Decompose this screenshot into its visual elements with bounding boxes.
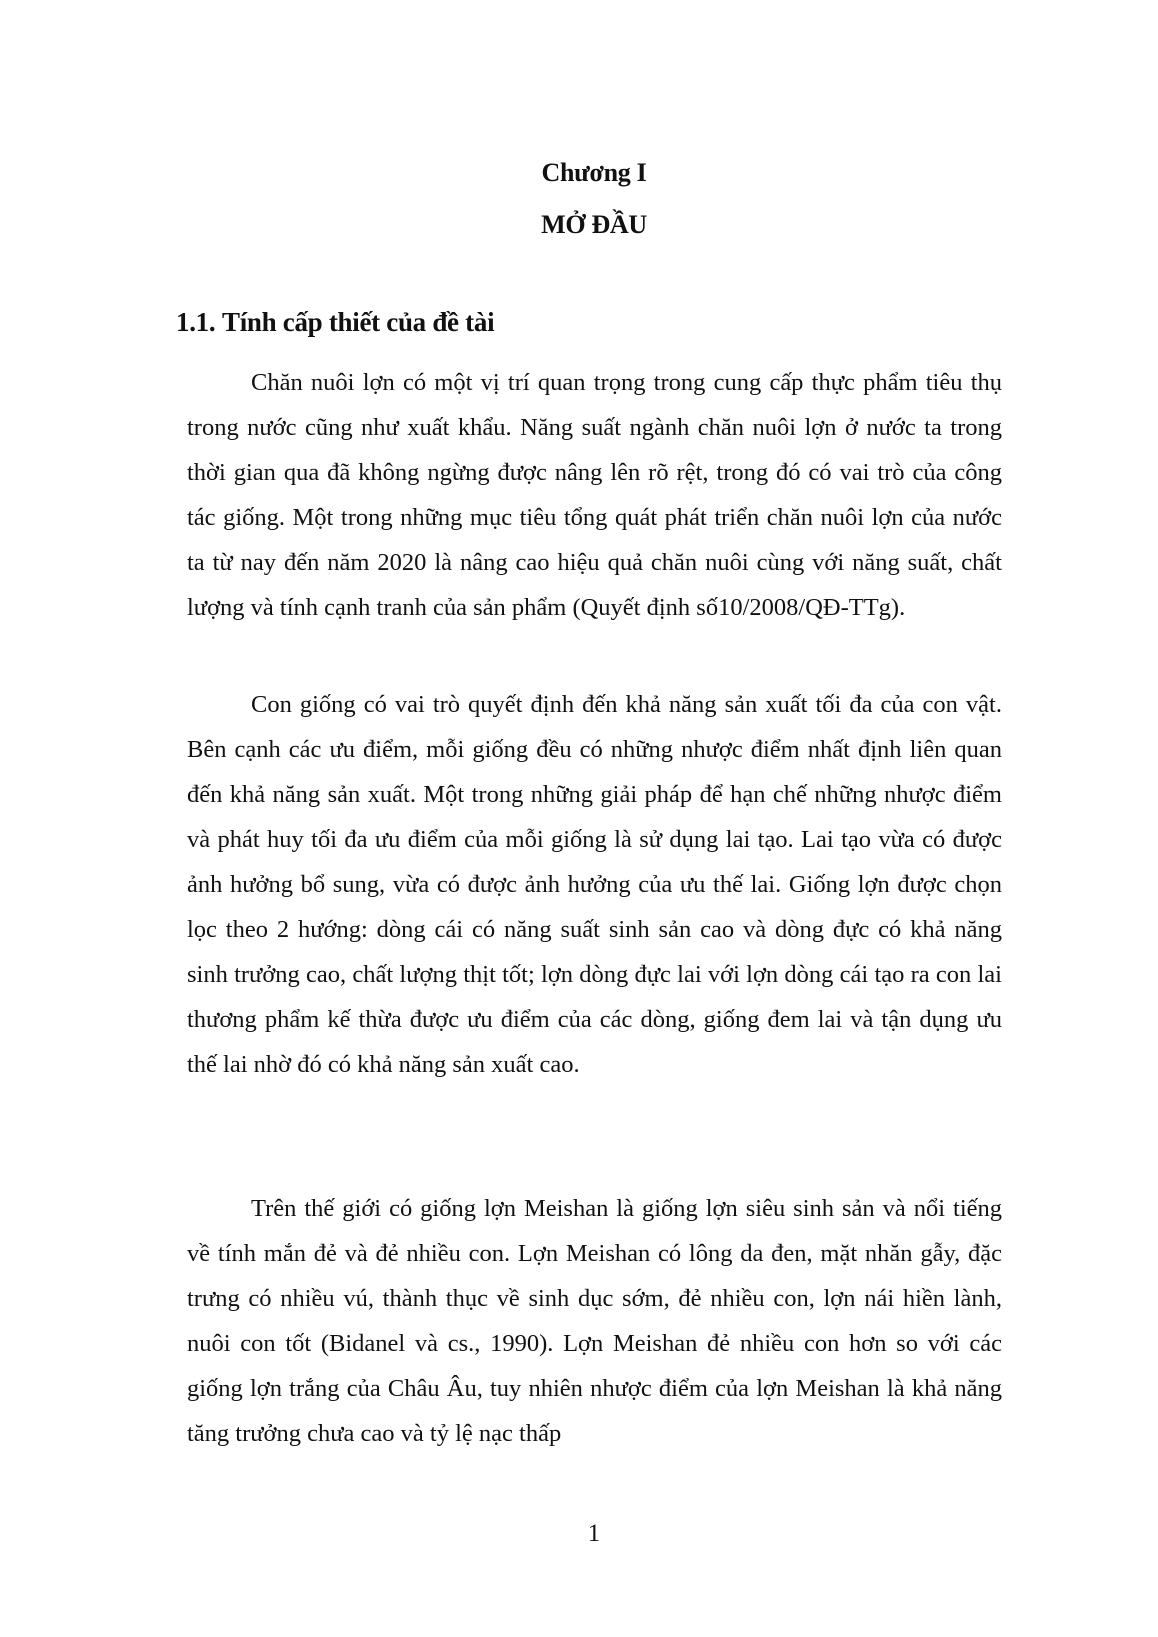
body-paragraph-2-block [187,682,1002,1087]
body-paragraph-1-block [187,360,1002,630]
chapter-title: MỞ ĐẦU [541,210,647,239]
body-paragraph: Trên thế giới có giống lợn Meishan là giống lợn siêu sinh sản và nổi tiếng về tính mắn đẻ và đẻ nhiều con. Lợn Meishan có lông da đen, mặt nhăn gẫy, đặc trưng có nhiều vú, thành thục về sinh dục sớm, đẻ nhiều con, lợn nái hiền lành, nuôi con tốt (Bidanel và cs., 1990). Lợn Meishan đẻ nhiều con hơn so với các giống lợn trắng của Châu Âu, tuy nhiên nhược điểm của lợn Meishan là khả năng tăng trưởng chưa cao và tỷ lệ nạc thấp [187,1195,1002,1447]
body-paragraph: Chăn nuôi lợn có một vị trí quan trọng trong cung cấp thực phẩm tiêu thụ trong nước cũng như xuất khẩu. Năng suất ngành chăn nuôi lợn ở nước ta trong thời gian qua đã không ngừng được nâng lên rõ rệt, trong đó có vai trò của công tác giống. Một trong những mục tiêu tổng quát phát triển chăn nuôi lợn của nước ta từ nay đến năm 2020 là nâng cao hiệu quả chăn nuôi cùng với năng suất, chất lượng và tính cạnh tranh của sản phẩm (Quyết định số10/2008/QĐ-TTg). [187,369,1002,621]
section-title: Tính cấp thiết của đề tài [222,307,495,337]
section-heading [176,307,494,338]
body-paragraph-3-block [187,1186,1002,1456]
body-paragraph: Con giống có vai trò quyết định đến khả năng sản xuất tối đa của con vật. Bên cạnh các ưu điểm, mỗi giống đều có những nhược điểm nhất định liên quan đến khả năng sản xuất. Một trong những giải pháp để hạn chế những nhược điểm và phát huy tối đa ưu điểm của mỗi giống là sử dụng lai tạo. Lai tạo vừa có được ảnh hưởng bổ sung, vừa có được ảnh hưởng của ưu thế lai. Giống lợn được chọn lọc theo 2 hướng: dòng cái có năng suất sinh sản cao và dòng đực có khả năng sinh trưởng cao, chất lượng thịt tốt; lợn dòng đực lai với lợn dòng cái tạo ra con lai thương phẩm kế thừa được ưu điểm của các dòng, giống đem lai và tận dụng ưu thế lai nhờ đó có khả năng sản xuất cao. [187,691,1002,1078]
chapter-label: Chương I [541,158,647,187]
page-number: 1 [587,1520,601,1547]
section-number: 1.1. [176,307,216,337]
